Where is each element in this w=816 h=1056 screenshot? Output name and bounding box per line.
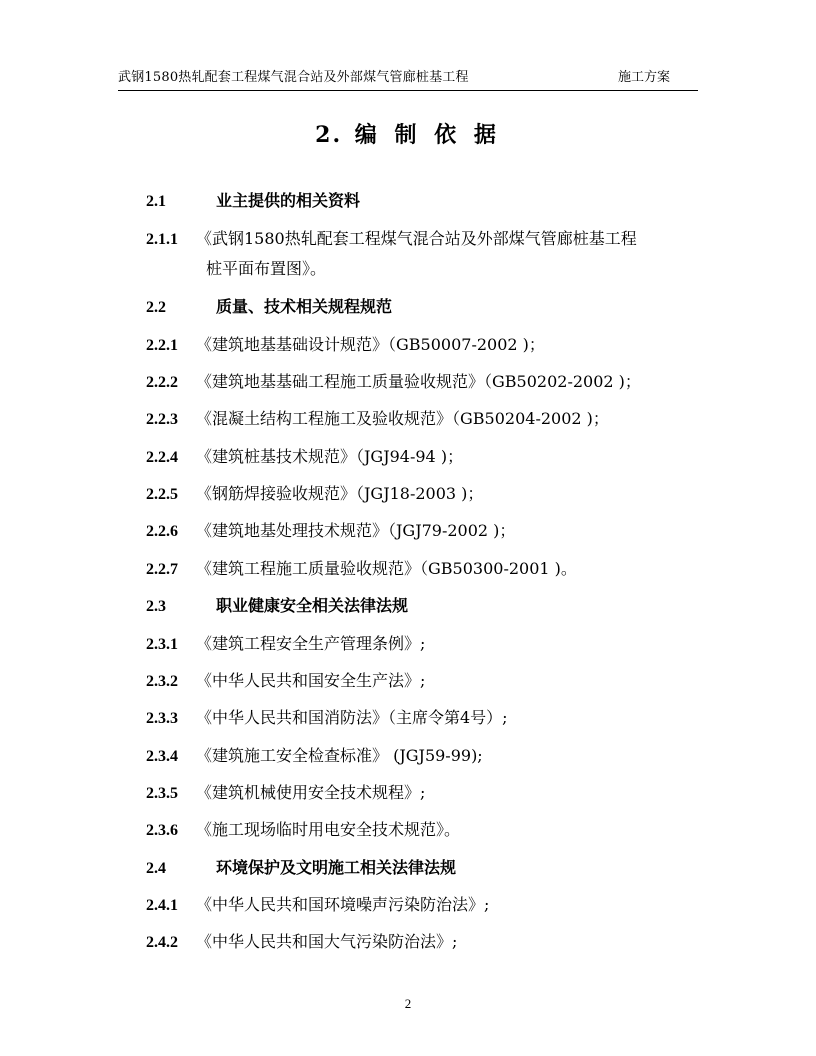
item-number: 2.2.4 bbox=[146, 449, 178, 466]
list-item bbox=[146, 228, 637, 251]
item-number: 2.1.1 bbox=[146, 231, 178, 248]
item-text: 《建筑桩基技术规范》（JGJ94-94 )； bbox=[196, 447, 464, 466]
header-document-type: 施工方案 bbox=[617, 70, 670, 85]
header-project-title: 武钢1580热轧配套工程煤气混合站及外部煤气管廊桩基工程 bbox=[118, 70, 469, 85]
chapter-title-char: 据 bbox=[473, 122, 498, 148]
chapter-title-char: 制 bbox=[394, 122, 419, 148]
page-number: 2 bbox=[404, 996, 412, 1011]
item-text: 《建筑地基基础工程施工质量验收规范》（GB50202-2002 )； bbox=[196, 372, 641, 391]
item-number: 2.3.1 bbox=[146, 636, 178, 653]
item-number: 2.2.2 bbox=[146, 374, 178, 391]
section-heading bbox=[146, 857, 456, 880]
item-number: 2.2.3 bbox=[146, 411, 178, 428]
item-text: 《中华人民共和国大气污染防治法》; bbox=[196, 932, 458, 951]
item-text: 《中华人民共和国消防法》（主席令第4号）; bbox=[196, 708, 508, 727]
chapter-title-char: 依 bbox=[434, 122, 459, 148]
item-text: 《钢筋焊接验收规范》（JGJ18-2003 )； bbox=[196, 484, 484, 503]
list-item bbox=[146, 894, 489, 917]
list-item bbox=[146, 520, 515, 543]
item-text: 《建筑机械使用安全技术规程》; bbox=[196, 783, 426, 802]
item-text: 《建筑施工安全检查标准》 (JGJ59-99); bbox=[196, 746, 483, 765]
item-text: 《混凝土结构工程施工及验收规范》（GB50204-2002 )； bbox=[196, 409, 609, 428]
section-number: 2.2 bbox=[146, 299, 166, 316]
section-title: 职业健康安全相关法律法规 bbox=[216, 596, 409, 615]
section-heading bbox=[146, 190, 360, 213]
item-text: 《中华人民共和国安全生产法》; bbox=[196, 671, 426, 690]
list-item bbox=[146, 782, 425, 805]
item-number: 2.3.3 bbox=[146, 710, 178, 727]
list-item bbox=[146, 558, 577, 581]
item-number: 2.2.7 bbox=[146, 561, 178, 578]
list-item bbox=[146, 707, 508, 730]
item-text: 《建筑地基处理技术规范》（JGJ79-2002 )； bbox=[196, 521, 516, 540]
list-item bbox=[146, 670, 425, 693]
item-number: 2.4.1 bbox=[146, 897, 178, 914]
section-number: 2.1 bbox=[146, 193, 166, 210]
chapter-title-char: 编 bbox=[354, 122, 379, 148]
item-number: 2.3.2 bbox=[146, 673, 178, 690]
section-title: 质量、技术相关规程规范 bbox=[216, 297, 393, 316]
section-heading bbox=[146, 595, 408, 618]
section-title: 业主提供的相关资料 bbox=[216, 191, 361, 210]
list-item bbox=[146, 334, 545, 357]
item-text: 《施工现场临时用电安全技术规范》。 bbox=[196, 820, 461, 839]
item-number: 2.2.6 bbox=[146, 523, 178, 540]
item-text: 《武钢1580热轧配套工程煤气混合站及外部煤气管廊桩基工程 bbox=[196, 229, 637, 248]
section-number: 2.3 bbox=[146, 598, 166, 615]
list-item bbox=[146, 633, 425, 656]
section-title: 环境保护及文明施工相关法律法规 bbox=[216, 858, 457, 877]
list-item bbox=[146, 408, 609, 431]
page-header bbox=[118, 58, 698, 91]
item-text: 《建筑地基基础设计规范》（GB50007-2002 )； bbox=[196, 335, 545, 354]
item-number: 2.2.5 bbox=[146, 486, 178, 503]
item-number: 2.4.2 bbox=[146, 934, 178, 951]
list-item bbox=[146, 483, 483, 506]
list-item bbox=[146, 931, 457, 954]
item-number: 2.2.1 bbox=[146, 337, 178, 354]
list-item bbox=[146, 819, 460, 842]
section-heading bbox=[146, 296, 392, 319]
item-number: 2.3.4 bbox=[146, 748, 178, 765]
list-item bbox=[146, 446, 463, 469]
item-continuation: 桩平面布置图》。 bbox=[206, 259, 327, 278]
section-number: 2.4 bbox=[146, 860, 166, 877]
item-text: 《建筑工程安全生产管理条例》; bbox=[196, 634, 426, 653]
chapter-number: 2. bbox=[315, 122, 343, 148]
list-item bbox=[146, 371, 641, 394]
item-number: 2.3.6 bbox=[146, 822, 178, 839]
item-text: 《建筑工程施工质量验收规范》（GB50300-2001 )。 bbox=[196, 559, 577, 578]
chapter-title bbox=[0, 118, 816, 149]
list-item bbox=[146, 745, 483, 768]
item-number: 2.3.5 bbox=[146, 785, 178, 802]
item-text: 《中华人民共和国环境噪声污染防治法》; bbox=[196, 895, 490, 914]
